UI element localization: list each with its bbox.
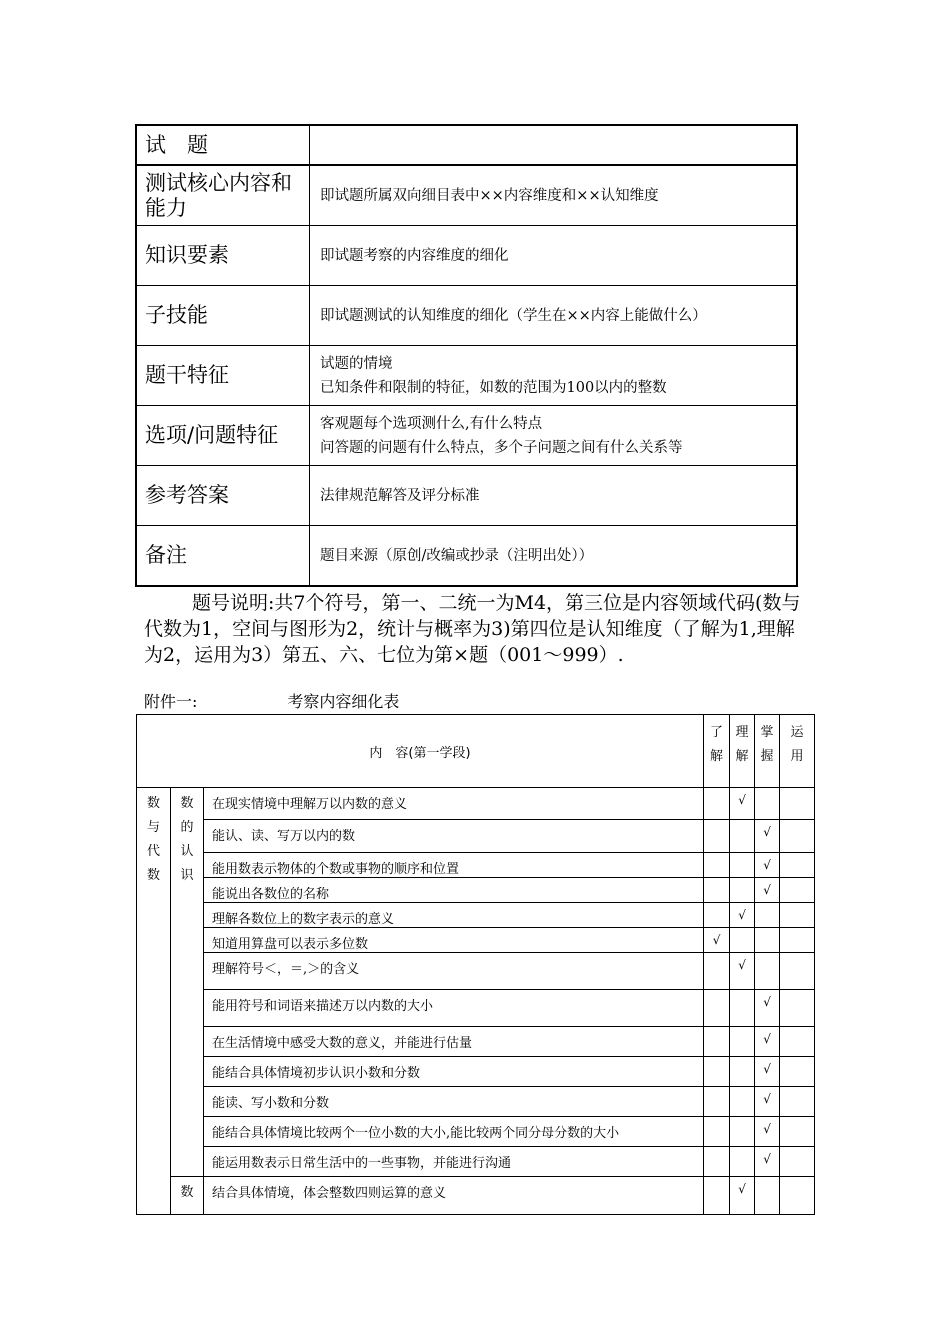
empty-cell: [730, 1117, 755, 1147]
domain-cell: 数 与 代 数: [137, 788, 171, 1215]
form-row: [136, 286, 797, 346]
subdomain-cell: 数: [171, 1177, 204, 1215]
table-row: [137, 878, 815, 903]
check-mark: √: [755, 1117, 780, 1147]
table-row: [137, 1027, 815, 1057]
empty-cell: [780, 1147, 815, 1177]
empty-cell: [755, 788, 780, 820]
empty-cell: [704, 990, 730, 1027]
form-value: 即试题所属双向细目表中××内容维度和××认知维度: [310, 165, 798, 226]
check-mark: √: [755, 853, 780, 878]
detail-body: [137, 715, 815, 1215]
form-value: 题目来源（原创/改编或抄录（注明出处））: [310, 526, 798, 587]
form-label: 知识要素: [136, 226, 310, 286]
row-content: 能说出各数位的名称: [204, 878, 704, 903]
empty-cell: [780, 878, 815, 903]
header-level-2: 掌 握: [755, 715, 780, 788]
appendix-title: 考察内容细化表: [287, 692, 400, 711]
form-label: 子技能: [136, 286, 310, 346]
form-value: 法律规范解答及评分标准: [310, 466, 798, 526]
empty-cell: [780, 928, 815, 953]
empty-cell: [730, 990, 755, 1027]
empty-cell: [704, 1027, 730, 1057]
form-value-line: 问答题的问题有什么特点，多个子问题之间有什么关系等: [320, 439, 683, 456]
table-row: [137, 1147, 815, 1177]
empty-cell: [730, 853, 755, 878]
row-content: 能认、读、写万以内的数: [204, 820, 704, 853]
table-row: [137, 1087, 815, 1117]
empty-cell: [704, 820, 730, 853]
empty-cell: [730, 1147, 755, 1177]
form-row: [136, 466, 797, 526]
check-mark: √: [755, 878, 780, 903]
form-value: [310, 346, 798, 406]
empty-cell: [780, 1117, 815, 1147]
form-label: 试 题: [136, 125, 310, 165]
row-content: 结合具体情境，体会整数四则运算的意义: [204, 1177, 704, 1215]
form-row: [136, 346, 797, 406]
form-value-line: 试题的情境: [320, 355, 393, 372]
form-value: 即试题考察的内容维度的细化: [310, 226, 798, 286]
check-mark: √: [704, 928, 730, 953]
empty-cell: [780, 1087, 815, 1117]
check-mark: √: [755, 1147, 780, 1177]
row-content: 在现实情境中理解万以内数的意义: [204, 788, 704, 820]
table-row: [137, 1057, 815, 1087]
numbering-note: [144, 590, 804, 668]
row-content: 能用符号和词语来描述万以内数的大小: [204, 990, 704, 1027]
form-row: [136, 526, 797, 587]
content-detail-table: [136, 714, 815, 1215]
form-label: 选项/问题特征: [136, 406, 310, 466]
empty-cell: [704, 1147, 730, 1177]
empty-cell: [755, 953, 780, 990]
empty-cell: [704, 878, 730, 903]
empty-cell: [755, 903, 780, 928]
row-content: 理解各数位上的数字表示的意义: [204, 903, 704, 928]
form-value-line: 已知条件和限制的特征，如数的范围为100以内的整数: [320, 379, 667, 396]
form-row: [136, 125, 797, 165]
row-content: 知道用算盘可以表示多位数: [204, 928, 704, 953]
header-level-3: 运 用: [780, 715, 815, 788]
empty-cell: [730, 928, 755, 953]
table-row: [137, 820, 815, 853]
row-content: 能结合具体情境比较两个一位小数的大小,能比较两个同分母分数的大小: [204, 1117, 704, 1147]
row-content: 能运用数表示日常生活中的一些事物，并能进行沟通: [204, 1147, 704, 1177]
check-mark: √: [730, 788, 755, 820]
note-text: 题号说明:共7个符号，第一、二统一为M4，第三位是内容领域代码(数与代数为1，空间与图形为2，统计与概率为3)第四位是认知维度（了解为1,理解为2，运用为3）第五、六、七位为第×题（001～999）.: [144, 592, 801, 666]
empty-cell: [730, 878, 755, 903]
check-mark: √: [730, 1177, 755, 1215]
form-value: 即试题测试的认知维度的细化（学生在××内容上能做什么）: [310, 286, 798, 346]
form-row: [136, 226, 797, 286]
empty-cell: [780, 990, 815, 1027]
table-row: [137, 853, 815, 878]
form-row: [136, 165, 797, 226]
empty-cell: [780, 820, 815, 853]
table-row: [137, 903, 815, 928]
empty-cell: [780, 1027, 815, 1057]
row-content: 能用数表示物体的个数或事物的顺序和位置: [204, 853, 704, 878]
empty-cell: [704, 953, 730, 990]
check-mark: √: [755, 1087, 780, 1117]
header-content: 内 容(第一学段): [137, 715, 704, 788]
form-value: [310, 125, 798, 165]
form-value: [310, 406, 798, 466]
empty-cell: [704, 903, 730, 928]
question-form-table: [135, 124, 798, 587]
form-value-line: 客观题每个选项测什么,有什么特点: [320, 415, 543, 432]
form-label: 测试核心内容和能力: [136, 165, 310, 226]
appendix-label: 附件一:: [144, 692, 198, 711]
table-row: [137, 990, 815, 1027]
row-content: 能读、写小数和分数: [204, 1087, 704, 1117]
empty-cell: [730, 1027, 755, 1057]
table-row: [137, 1117, 815, 1147]
header-level-0: 了 解: [704, 715, 730, 788]
form-label: 题干特征: [136, 346, 310, 406]
empty-cell: [755, 1177, 780, 1215]
empty-cell: [730, 1087, 755, 1117]
empty-cell: [755, 928, 780, 953]
check-mark: √: [755, 1057, 780, 1087]
empty-cell: [780, 1057, 815, 1087]
header-row: [137, 715, 815, 788]
form-label: 备注: [136, 526, 310, 587]
appendix-heading: [144, 692, 399, 712]
empty-cell: [704, 853, 730, 878]
empty-cell: [704, 1087, 730, 1117]
empty-cell: [780, 853, 815, 878]
subdomain-cell: 数 的 认 识: [171, 788, 204, 1177]
empty-cell: [704, 1177, 730, 1215]
empty-cell: [780, 903, 815, 928]
table-row: [137, 1177, 815, 1215]
empty-cell: [780, 788, 815, 820]
table-row: [137, 788, 815, 820]
check-mark: √: [755, 990, 780, 1027]
form-row: [136, 406, 797, 466]
row-content: 能结合具体情境初步认识小数和分数: [204, 1057, 704, 1087]
empty-cell: [730, 1057, 755, 1087]
form-label: 参考答案: [136, 466, 310, 526]
check-mark: √: [755, 820, 780, 853]
empty-cell: [704, 1057, 730, 1087]
check-mark: √: [730, 953, 755, 990]
table-row: [137, 928, 815, 953]
empty-cell: [780, 1177, 815, 1215]
empty-cell: [730, 820, 755, 853]
empty-cell: [704, 788, 730, 820]
table-row: [137, 953, 815, 990]
check-mark: √: [755, 1027, 780, 1057]
empty-cell: [780, 953, 815, 990]
row-content: 理解符号＜，＝,＞的含义: [204, 953, 704, 990]
header-level-1: 理 解: [730, 715, 755, 788]
row-content: 在生活情境中感受大数的意义，并能进行估量: [204, 1027, 704, 1057]
empty-cell: [704, 1117, 730, 1147]
check-mark: √: [730, 903, 755, 928]
